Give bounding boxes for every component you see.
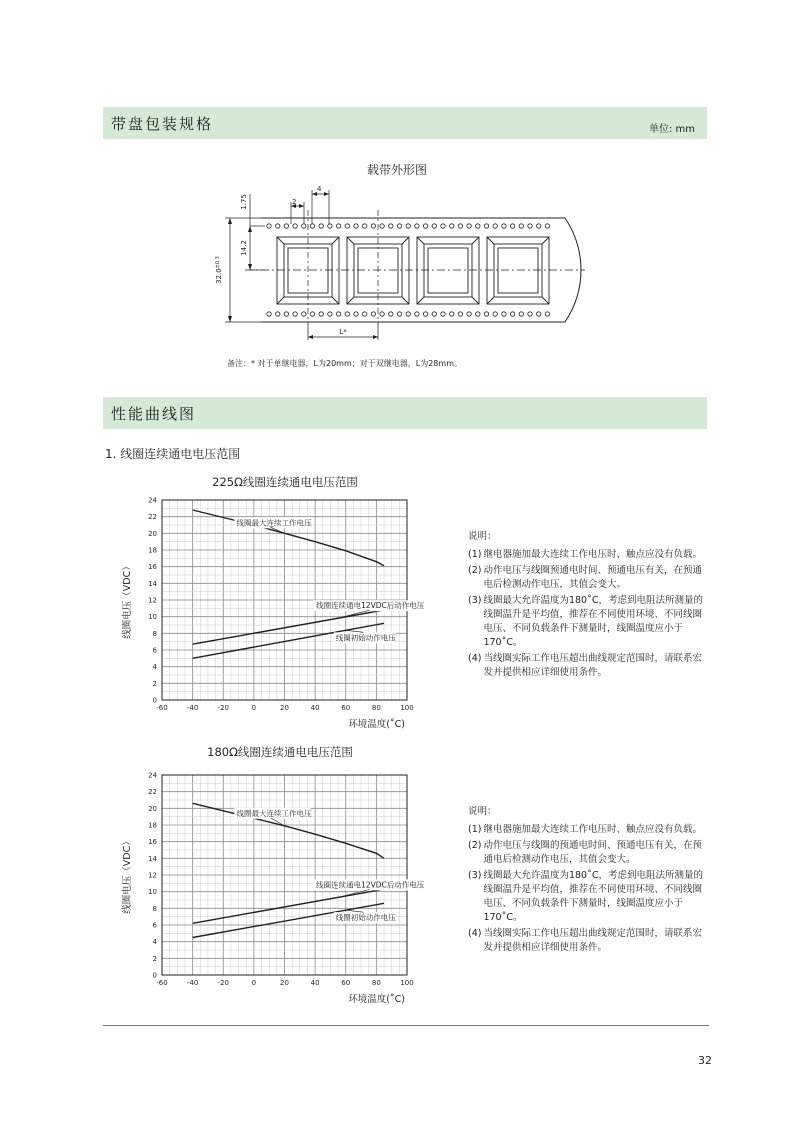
- x-tick-label: 80: [371, 704, 381, 712]
- sprocket-hole: [423, 312, 427, 316]
- x-tick-label: 60: [341, 979, 351, 987]
- sprocket-hole: [510, 312, 514, 316]
- section-title: 带盘包装规格: [111, 115, 214, 133]
- sprocket-hole: [310, 312, 314, 316]
- y-tick-label: 8: [152, 904, 157, 913]
- series-label-initial: 线圈初始动作电压: [335, 633, 396, 643]
- sprocket-hole: [284, 224, 288, 228]
- dim-L: L*: [339, 328, 347, 336]
- y-tick-label: 0: [152, 696, 157, 705]
- tape-pocket: [417, 237, 479, 304]
- x-axis-label: 环境温度(˚C): [348, 994, 405, 1005]
- note-item: (2) 动作电压与线圈的预通电时间、预通电压有关，在预通电后检测动作电压，其值会变大。: [468, 840, 702, 865]
- x-tick-label: -40: [186, 979, 199, 987]
- x-tick-label: 20: [280, 704, 289, 712]
- sprocket-hole: [328, 312, 332, 316]
- dim-1-75: 1.75: [240, 194, 248, 210]
- note-item: (3) 线圈最大允许温度为180˚C，考虑到电阻法所测量的线圈温升是平均值，推荐在不同使用环境、不同线圈电压、不同负载条件下测量时，线圈温度应小于170˚C。: [468, 595, 703, 648]
- sprocket-hole: [432, 312, 436, 316]
- sprocket-hole: [528, 224, 532, 228]
- sprocket-hole: [302, 312, 306, 316]
- sprocket-hole: [502, 224, 506, 228]
- x-tick-label: 80: [371, 979, 381, 987]
- y-tick-label: 20: [148, 529, 157, 538]
- note-item: (1) 继电器施加最大连续工作电压时、触点应没有负载。: [468, 824, 702, 835]
- x-axis-label: 环境温度(˚C): [348, 719, 405, 730]
- dim-14-2: 14.2: [240, 240, 248, 256]
- sprocket-hole: [363, 224, 367, 228]
- y-tick-label: 2: [152, 954, 157, 963]
- y-axis-label: 线圈电压（VDC）: [122, 561, 133, 639]
- sprocket-hole: [406, 312, 410, 316]
- sprocket-hole: [450, 312, 454, 316]
- y-tick-label: 2: [152, 679, 157, 688]
- sprocket-hole: [545, 224, 549, 228]
- x-tick-label: 100: [400, 979, 414, 987]
- sprocket-hole: [537, 224, 541, 228]
- leader-line: [346, 630, 364, 632]
- svg-text:32.0±0.3: [215, 256, 223, 284]
- notes-225: [468, 530, 708, 682]
- y-tick-label: 16: [148, 563, 157, 572]
- sprocket-hole: [432, 224, 436, 228]
- sprocket-hole: [484, 224, 488, 228]
- sprocket-hole: [354, 312, 358, 316]
- chart-180-ohm: [118, 765, 428, 1010]
- leader-line: [346, 910, 364, 912]
- sprocket-hole: [519, 312, 523, 316]
- sprocket-hole: [345, 224, 349, 228]
- sprocket-hole: [363, 312, 367, 316]
- sprocket-hole: [510, 224, 514, 228]
- page-number: 32: [698, 1054, 712, 1067]
- y-tick-label: 18: [148, 821, 157, 830]
- sprocket-hole: [336, 224, 340, 228]
- y-tick-label: 4: [152, 663, 157, 672]
- chart-grid: [162, 500, 407, 700]
- y-tick-label: 20: [148, 804, 157, 813]
- x-tick-label: -60: [156, 979, 168, 987]
- sprocket-hole: [441, 312, 445, 316]
- sprocket-hole: [397, 224, 401, 228]
- sprocket-hole: [458, 312, 462, 316]
- notes-title: 说明：: [468, 531, 497, 542]
- sprocket-hole: [467, 312, 471, 316]
- y-tick-label: 8: [152, 629, 157, 638]
- sprocket-hole: [328, 224, 332, 228]
- sprocket-hole: [267, 224, 271, 228]
- sprocket-hole: [302, 224, 306, 228]
- sprocket-hole: [493, 224, 497, 228]
- sprocket-hole: [519, 224, 523, 228]
- x-tick-label: 40: [310, 979, 320, 987]
- subheading: 1. 线圈连续通电电压范围: [105, 447, 241, 461]
- y-tick-label: 22: [148, 513, 157, 522]
- y-tick-label: 10: [148, 888, 157, 897]
- sprocket-hole: [423, 224, 427, 228]
- dim-2: 2: [292, 198, 297, 206]
- sprocket-hole: [319, 224, 323, 228]
- y-tick-label: 24: [148, 496, 157, 505]
- y-tick-label: 14: [148, 579, 157, 588]
- sprocket-hole: [528, 312, 532, 316]
- y-tick-label: 22: [148, 788, 157, 797]
- y-tick-label: 24: [148, 771, 157, 780]
- footer-rule: [103, 1025, 709, 1026]
- x-tick-label: 0: [251, 704, 257, 712]
- chart-title-225: 225Ω线圈连续通电电压范围: [212, 475, 358, 489]
- sprocket-hole: [406, 224, 410, 228]
- sprocket-hole: [493, 312, 497, 316]
- sprocket-hole: [441, 224, 445, 228]
- x-tick-label: -20: [217, 704, 229, 712]
- sprocket-hole: [415, 224, 419, 228]
- sprocket-hole: [371, 312, 375, 316]
- x-tick-label: 20: [280, 979, 289, 987]
- sprocket-hole: [380, 224, 384, 228]
- sprocket-hole: [458, 224, 462, 228]
- section-header-tape-packaging: [103, 107, 707, 139]
- sprocket-hole: [293, 312, 297, 316]
- sprocket-hole: [397, 312, 401, 316]
- x-tick-label: 100: [400, 704, 414, 712]
- sprocket-hole: [476, 224, 480, 228]
- series-label-max: 线圈最大连续工作电压: [236, 808, 312, 818]
- y-axis-label: 线圈电压（VDC）: [122, 836, 133, 914]
- x-tick-label: 60: [341, 704, 351, 712]
- sprocket-hole: [537, 312, 541, 316]
- series-label-initial: 线圈初始动作电压: [335, 913, 396, 923]
- tape-drawing-title: 载带外形图: [366, 163, 427, 177]
- note-item: (3) 线圈最大允许温度为180˚C，考虑到电阻法所测量的线圈温升是平均值，推荐在不同使用环境、不同线圈电压、不同负载条件下测量时，线圈温度应小于170˚C。: [468, 870, 703, 923]
- x-tick-label: 0: [251, 979, 257, 987]
- series-label-pickup12: 线圈连续通电12VDC后动作电压: [316, 601, 425, 611]
- tape-note: 备注：* 对于单继电器，L为20mm；对于双继电器，L为28mm。: [227, 359, 462, 368]
- sprocket-hole: [284, 312, 288, 316]
- unit-label: 单位: mm: [648, 124, 695, 135]
- y-tick-label: 0: [152, 971, 157, 980]
- sprocket-hole: [276, 312, 280, 316]
- notes-title: 说明：: [468, 806, 497, 817]
- sprocket-hole: [371, 224, 375, 228]
- notes-180: [468, 805, 708, 957]
- note-item: (4) 当线圈实际工作电压超出曲线规定范围时，请联系宏发并提供相应详细使用条件。: [468, 653, 702, 678]
- x-tick-label: -20: [217, 979, 229, 987]
- y-tick-label: 18: [148, 546, 157, 555]
- section-header-performance-curves: [103, 397, 707, 429]
- leader-line: [338, 889, 370, 897]
- y-tick-label: 10: [148, 613, 157, 622]
- sprocket-hole: [354, 224, 358, 228]
- y-tick-label: 6: [152, 646, 157, 655]
- y-tick-label: 12: [148, 596, 157, 605]
- sprocket-hole: [484, 312, 488, 316]
- x-tick-label: -60: [156, 704, 168, 712]
- y-tick-label: 14: [148, 854, 157, 863]
- dim-32: 32.0: [215, 268, 223, 284]
- tape-pocket: [487, 237, 549, 304]
- sprocket-hole: [336, 312, 340, 316]
- chart-225-ohm: [118, 490, 428, 735]
- sprocket-hole: [545, 312, 549, 316]
- x-tick-label: 40: [310, 704, 320, 712]
- sprocket-hole: [415, 312, 419, 316]
- sprocket-hole: [389, 312, 393, 316]
- section-title: 性能曲线图: [111, 405, 197, 423]
- sprocket-hole: [276, 224, 280, 228]
- y-tick-label: 12: [148, 871, 157, 880]
- sprocket-hole: [450, 224, 454, 228]
- chart-title-180: 180Ω线圈连续通电电压范围: [207, 745, 353, 759]
- note-item: (2) 动作电压与线圈预通电时间、预通电压有关，在预通电后检测动作电压，其值会变大。: [468, 565, 702, 590]
- dim-32-tol: ±0.3: [215, 256, 221, 269]
- sprocket-hole: [319, 312, 323, 316]
- carrier-tape-drawing: [205, 180, 595, 340]
- sprocket-hole: [267, 312, 271, 316]
- sprocket-hole: [467, 224, 471, 228]
- note-item: (4) 当线圈实际工作电压超出曲线规定范围时，请联系宏发并提供相应详细使用条件。: [468, 928, 702, 953]
- sprocket-hole: [380, 312, 384, 316]
- x-tick-label: -40: [186, 704, 199, 712]
- y-tick-label: 4: [152, 938, 157, 947]
- series-label-max: 线圈最大连续工作电压: [236, 518, 312, 528]
- note-item: (1) 继电器施加最大连续工作电压时、触点应没有负载。: [468, 549, 702, 560]
- series-label-pickup12: 线圈连续通电12VDC后动作电压: [316, 880, 425, 890]
- sprocket-hole: [345, 312, 349, 316]
- sprocket-hole: [389, 224, 393, 228]
- sprocket-hole: [476, 312, 480, 316]
- sprocket-hole: [502, 312, 506, 316]
- y-tick-label: 6: [152, 921, 157, 930]
- sprocket-hole: [293, 224, 297, 228]
- dim-4: 4: [317, 185, 322, 193]
- y-tick-label: 16: [148, 838, 157, 847]
- sprocket-hole: [310, 224, 314, 228]
